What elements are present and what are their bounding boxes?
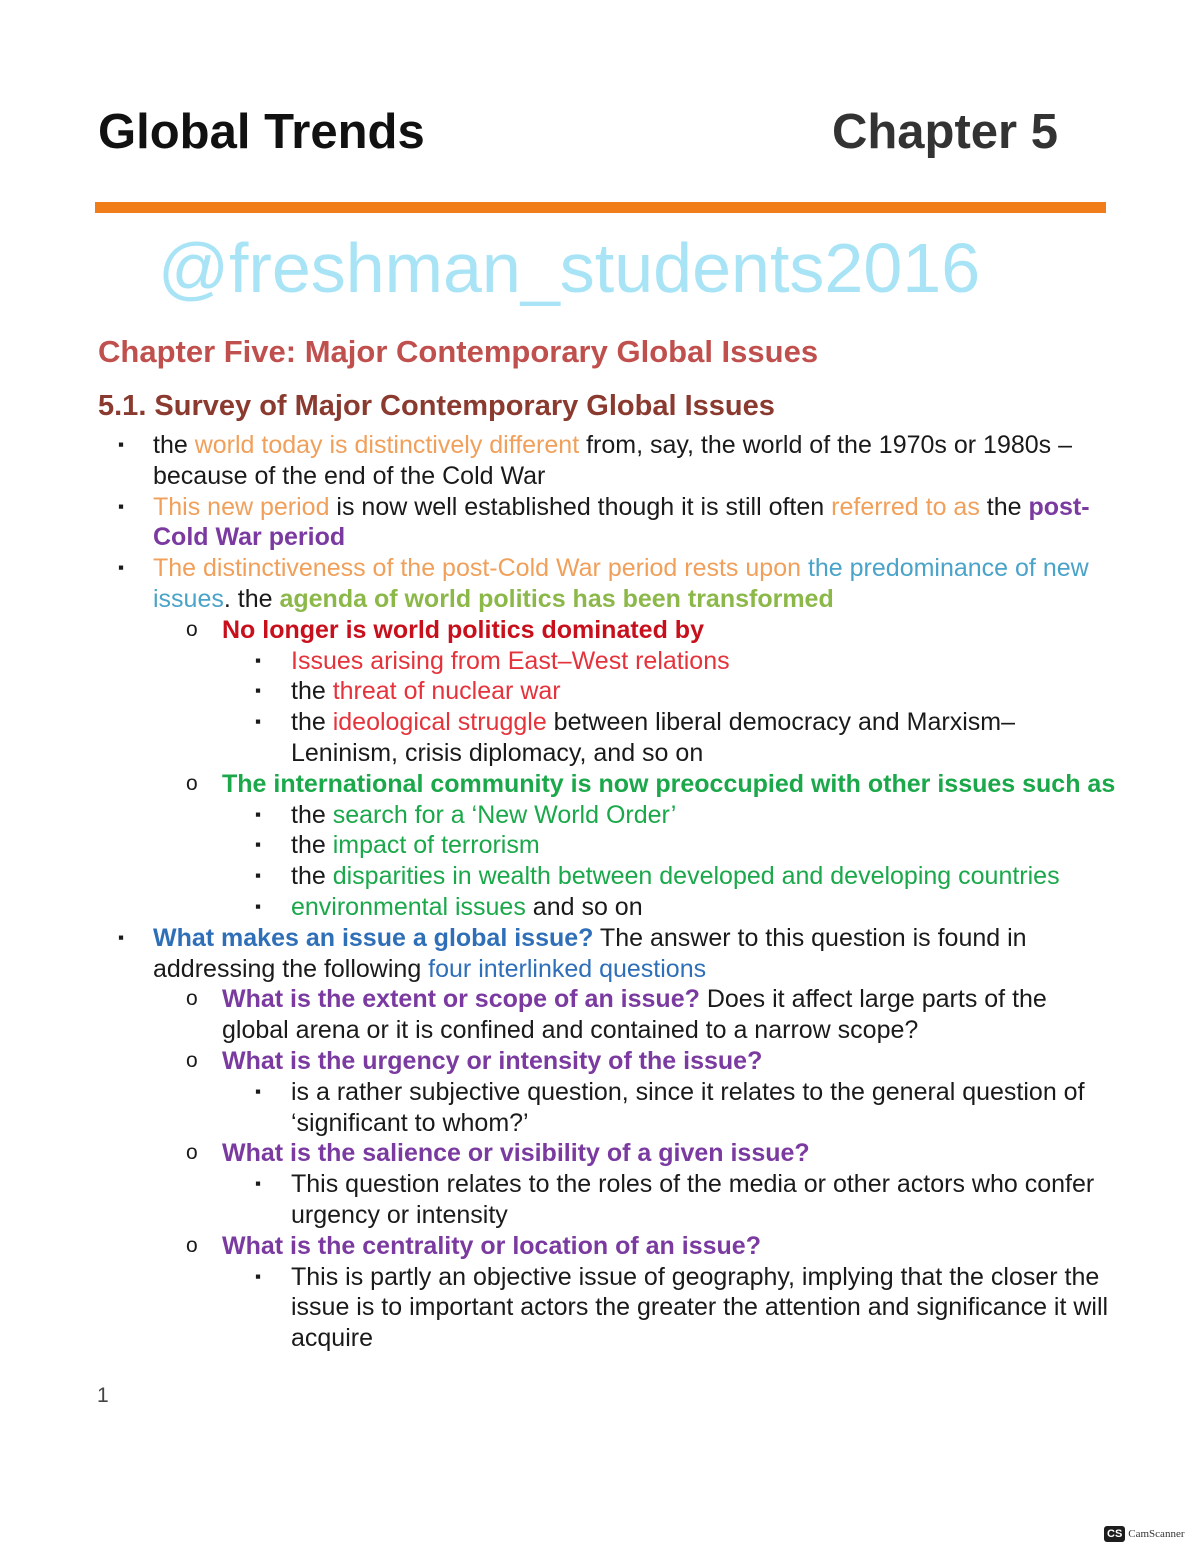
text-run: the xyxy=(979,492,1029,521)
section-title: 5.1. Survey of Major Contemporary Global Issues xyxy=(98,390,775,422)
text-run: The answer to this question is found in addressing the following xyxy=(153,923,1027,983)
list-item xyxy=(0,615,1200,646)
list-item xyxy=(0,984,1200,1046)
chapter-title: Chapter Five: Major Contemporary Global Issues xyxy=(98,334,819,369)
text-run: . the xyxy=(223,584,280,613)
text-run: and so on xyxy=(525,892,643,921)
square-bullet-icon: ▪ xyxy=(118,435,125,454)
text-run: This question relates to the roles of the media or other actors who confer urgency or intensity xyxy=(291,1170,1095,1229)
circle-bullet-icon: o xyxy=(186,1048,198,1072)
square-bullet-icon: ▪ xyxy=(255,681,262,701)
text-run: ideological struggle xyxy=(332,708,547,737)
list-item xyxy=(0,1231,1200,1262)
text-run: This is partly an objective issue of geography, implying that the closer the issue is to important actors the greater the attention and significance it will acquire xyxy=(291,1262,1109,1353)
text-run: Does it affect large parts of the global arena or it is confined and contained to a narrow scope? xyxy=(222,985,1047,1045)
square-bullet-icon: ▪ xyxy=(255,1081,262,1101)
list-item xyxy=(0,769,1200,800)
text-run: four interlinked questions xyxy=(428,954,707,983)
square-bullet-icon: ▪ xyxy=(118,496,125,516)
text-run: What is the salience or visibility of a given issue? xyxy=(222,1139,810,1168)
text-run: agenda of world politics has been transformed xyxy=(279,584,834,613)
list-item xyxy=(0,1077,1200,1139)
text-run: from, say, the world of the 1970s or 1980s – because of the end of the Cold War xyxy=(153,431,1072,490)
page-header-left: Global Trends xyxy=(98,105,425,159)
text-run: The international community is now preoccupied with other issues such as xyxy=(222,769,1116,798)
list-item xyxy=(0,1262,1200,1354)
list-item xyxy=(0,676,1200,707)
list-item xyxy=(0,861,1200,892)
text-run: the xyxy=(291,831,333,860)
text-run: referred to as xyxy=(831,492,980,521)
list-item xyxy=(0,553,1200,615)
circle-bullet-icon: o xyxy=(186,771,198,795)
list-item xyxy=(0,923,1200,985)
text-run: the xyxy=(291,677,333,706)
list-item xyxy=(0,1169,1200,1231)
text-run: post-Cold War period xyxy=(153,492,1090,552)
text-run: the predominance of new issues xyxy=(153,554,1089,613)
camscanner-label: CamScanner xyxy=(1128,1528,1185,1540)
list-item xyxy=(0,430,1200,492)
list-item xyxy=(0,892,1200,923)
text-run: What is the centrality or location of an issue? xyxy=(222,1231,761,1260)
text-run: This new period xyxy=(153,492,330,521)
camscanner-logo-icon: CS xyxy=(1104,1526,1125,1542)
text-run: the xyxy=(153,431,195,459)
list-item xyxy=(0,800,1200,831)
list-item xyxy=(0,707,1200,769)
circle-bullet-icon: o xyxy=(186,1141,198,1165)
text-run: environmental issues xyxy=(291,892,526,921)
text-run: What is the urgency or intensity of the issue? xyxy=(222,1046,763,1075)
square-bullet-icon: ▪ xyxy=(255,804,262,824)
bullet-list xyxy=(0,430,1200,1354)
list-item xyxy=(0,1046,1200,1077)
list-item xyxy=(0,1138,1200,1169)
square-bullet-icon: ▪ xyxy=(255,896,262,916)
text-run: What makes an issue a global issue? xyxy=(153,923,594,952)
text-run: impact of terrorism xyxy=(332,831,540,860)
camscanner-mark xyxy=(1104,1526,1184,1542)
text-run: world today is distinctively different xyxy=(194,431,580,459)
text-run: is a rather subjective question, since it relates to the general question of ‘significant to whom?’ xyxy=(291,1077,1085,1137)
square-bullet-icon: ▪ xyxy=(255,835,262,855)
text-run: search for a ‘New World Order’ xyxy=(332,800,677,829)
list-item xyxy=(0,830,1200,861)
text-run: disparities in wealth between developed and developing countries xyxy=(332,862,1060,891)
page-header-right: Chapter 5 xyxy=(831,105,1058,159)
list-item xyxy=(0,646,1200,677)
list-item xyxy=(0,492,1200,554)
square-bullet-icon: ▪ xyxy=(255,1266,262,1286)
text-run: the xyxy=(291,800,333,829)
text-run: Issues arising from East–West relations xyxy=(291,646,730,675)
text-run: threat of nuclear war xyxy=(332,677,561,706)
circle-bullet-icon: o xyxy=(186,987,198,1011)
square-bullet-icon: ▪ xyxy=(118,927,125,947)
text-run: What is the extent or scope of an issue? xyxy=(222,985,700,1014)
watermark: @freshman_students2016 xyxy=(158,229,981,307)
square-bullet-icon: ▪ xyxy=(118,558,125,578)
page-number: 1 xyxy=(97,1384,109,1407)
text-run: between liberal democracy and Marxism–Leninism, crisis diplomacy, and so on xyxy=(291,708,1015,767)
square-bullet-icon: ▪ xyxy=(255,866,262,886)
text-run: the xyxy=(291,862,333,891)
square-bullet-icon: ▪ xyxy=(255,650,262,670)
text-run: the xyxy=(291,708,333,737)
header-rule xyxy=(95,202,1106,213)
square-bullet-icon: ▪ xyxy=(255,1174,262,1194)
circle-bullet-icon: o xyxy=(186,617,198,641)
circle-bullet-icon: o xyxy=(186,1233,198,1257)
text-run: is now well established though it is still often xyxy=(329,492,832,521)
text-run: The distinctiveness of the post-Cold War period rests upon xyxy=(153,554,808,583)
text-run: No longer is world politics dominated by xyxy=(222,615,704,644)
square-bullet-icon: ▪ xyxy=(255,712,262,732)
